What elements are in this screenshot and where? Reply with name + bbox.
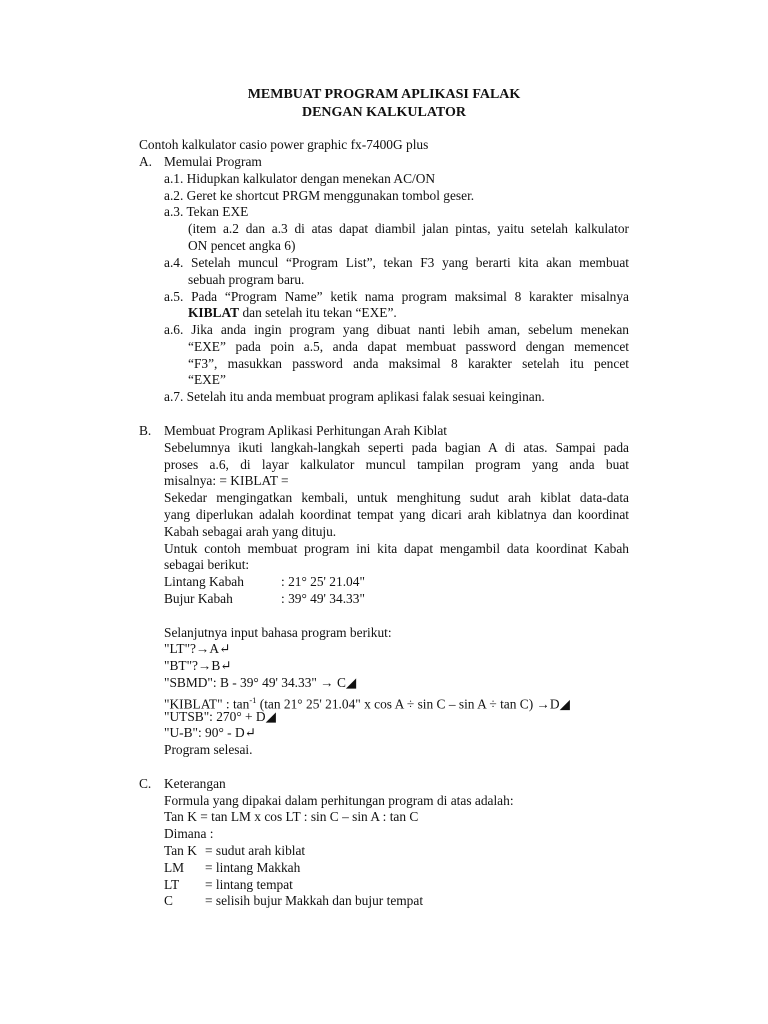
item-a5-line-2 — [188, 305, 397, 321]
code-line-5: "UTSB": 270° + D◢ — [164, 709, 276, 724]
item-a3-note-line-1: (item a.2 dan a.3 di atas dapat diambil jalan pintas, yaitu setelah kalkulator — [188, 221, 629, 236]
section-b-para-1-line-1: Sebelumnya ikuti langkah-langkah seperti pada bagian A di atas. Sampai pada — [164, 440, 629, 455]
program-name-kiblat: KIBLAT — [188, 305, 240, 320]
section-b-para-3-line-2: sebagai berikut: — [164, 557, 250, 572]
definition-desc-c: = selisih bujur Makkah dan bujur tempat — [205, 893, 424, 908]
formula-text: Tan K = tan LM x cos LT : sin C – sin A : tan C — [164, 809, 419, 824]
item-a4-line-1: a.4. Setelah muncul “Program List”, tekan F3 yang berarti kita akan membuat — [164, 255, 629, 270]
section-b-para-1-line-3: misalnya: = KIBLAT = — [164, 473, 289, 488]
item-a6-line-3: “F3”, masukkan password anda maksimal 8 karakter setelah itu pencet — [188, 356, 629, 371]
doc-title-line-2: DENGAN KALKULATOR — [301, 105, 466, 120]
code-line-1: "LT"?→A↵ — [164, 641, 231, 656]
section-b-heading: Membuat Program Aplikasi Perhitungan Arah Kiblat — [164, 423, 448, 438]
code-line-2: "BT"?→B↵ — [164, 658, 232, 673]
item-a3-note-line-2: ON pencet angka 6) — [188, 238, 296, 253]
section-b-para-2-line-3: Kabah sebagai arah yang dituju. — [164, 524, 337, 539]
lintang-kabah-label: Lintang Kabah — [164, 574, 244, 589]
bujur-kabah-label: Bujur Kabah — [164, 591, 233, 606]
doc-title-line-1: MEMBUAT PROGRAM APLIKASI FALAK — [247, 87, 521, 102]
item-a5-line-1: a.5. Pada “Program Name” ketik nama program maksimal 8 karakter misalnya — [164, 289, 629, 304]
definition-desc-lt: = lintang tempat — [205, 877, 293, 892]
code-line-4-superscript: -1 — [249, 695, 257, 705]
code-line-6: "U-B": 90° - D↵ — [164, 725, 256, 740]
definition-desc-tan-k: = sudut arah kiblat — [205, 843, 306, 858]
section-b-para-1-line-2: proses a.6, di layar kalkulator muncul tampilan program yang anda buat — [164, 457, 629, 472]
item-a1: a.1. Hidupkan kalkulator dengan menekan AC/ON — [164, 171, 436, 186]
program-input-intro: Selanjutnya input bahasa program berikut: — [164, 625, 392, 640]
definition-term-lm: LM — [164, 860, 185, 875]
lintang-kabah-value: : 21° 25' 21.04" — [281, 574, 365, 589]
item-a2: a.2. Geret ke shortcut PRGM menggunakan tombol geser. — [164, 188, 475, 203]
definition-desc-lm: = lintang Makkah — [205, 860, 301, 875]
code-line-4-start: "KIBLAT" : tan — [164, 696, 250, 712]
code-line-4-rest: (tan 21° 25' 21.04" x cos A ÷ sin C – sin A ÷ tan C) →D◢ — [256, 696, 570, 712]
section-a-heading: Memulai Program — [164, 154, 262, 169]
dimana-label: Dimana : — [164, 826, 214, 841]
item-a3: a.3. Tekan EXE — [164, 204, 249, 219]
definition-term-lt: LT — [164, 877, 180, 892]
bujur-kabah-value: : 39° 49' 34.33" — [281, 591, 365, 606]
item-a6-line-4: “EXE” — [188, 372, 226, 387]
item-a5-line-2-rest: dan setelah itu tekan “EXE”. — [239, 305, 397, 320]
section-c-heading: Keterangan — [164, 776, 226, 791]
item-a7: a.7. Setelah itu anda membuat program aplikasi falak sesuai keinginan. — [164, 389, 545, 404]
definition-term-c: C — [164, 893, 173, 908]
intro-text: Contoh kalkulator casio power graphic fx-7400G plus — [139, 137, 429, 152]
code-line-3: "SBMD": B - 39° 49' 34.33" → C◢ — [164, 675, 357, 690]
section-b-para-3-line-1: Untuk contoh membuat program ini kita dapat mengambil data koordinat Kabah — [164, 541, 629, 556]
item-a6-line-1: a.6. Jika anda ingin program yang dibuat nanti lebih aman, sebelum menekan — [164, 322, 629, 337]
section-b-para-2-line-2: yang diperlukan adalah koordinat tempat yang dicari arah kiblatnya dan koordinat — [164, 507, 629, 522]
section-b-para-2-line-1: Sekedar mengingatkan kembali, untuk menghitung sudut arah kiblat data-data — [164, 490, 629, 505]
section-c-letter: C. — [139, 776, 152, 791]
section-a-letter: A. — [139, 154, 153, 169]
section-b-letter: B. — [139, 423, 152, 438]
formula-intro: Formula yang dipakai dalam perhitungan program di atas adalah: — [164, 793, 514, 808]
item-a4-line-2: sebuah program baru. — [188, 272, 305, 287]
item-a6-line-2: “EXE” pada poin a.5, anda dapat membuat password dengan memencet — [188, 339, 629, 354]
definition-term-tan-k: Tan K — [164, 843, 197, 858]
program-done-text: Program selesai. — [164, 742, 253, 757]
